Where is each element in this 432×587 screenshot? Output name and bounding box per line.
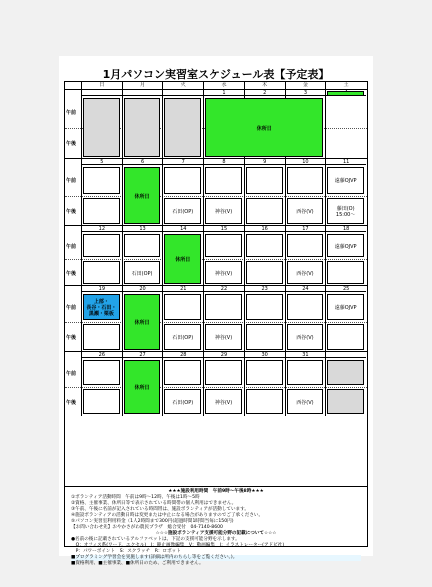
closed-block	[327, 91, 364, 96]
volunteer-entry: 神谷(V)	[214, 399, 233, 406]
weekday-4: 木	[244, 82, 285, 89]
holiday-label: 休所日	[134, 320, 150, 326]
time-slot-am	[246, 167, 283, 194]
calendar-grid	[64, 81, 368, 487]
volunteer-entry: 遠藤OJVP	[334, 305, 357, 311]
time-slot-am	[164, 167, 201, 194]
week-row	[65, 285, 367, 351]
weekday-0: 日	[81, 82, 122, 89]
time-slot-am	[83, 360, 120, 385]
volunteer-entry: 石田(OP)	[131, 270, 153, 277]
closed-block	[83, 98, 120, 157]
time-slot-am	[205, 234, 242, 257]
time-slot-pm	[327, 324, 364, 350]
weekday-3: 水	[203, 82, 244, 89]
time-slot-am	[83, 294, 120, 320]
time-slot-pm	[83, 389, 120, 414]
day-number: 6	[122, 159, 163, 165]
day-number: 27	[122, 352, 163, 358]
day-number: 16	[244, 226, 285, 232]
volunteer-entry: 西谷(V)	[296, 270, 314, 277]
time-slot-pm	[287, 261, 324, 284]
week-row	[65, 89, 367, 158]
header-corner	[65, 82, 81, 89]
time-slot-am	[287, 360, 324, 385]
volunteer-entry: 神谷(V)	[214, 208, 233, 215]
day-number: 11	[325, 159, 366, 165]
holiday-block	[124, 294, 161, 350]
weekday-1: 月	[122, 82, 163, 89]
volunteer-entry: 遠藤OJVP	[334, 178, 357, 185]
time-slot-pm	[124, 261, 161, 284]
row-label-pm: 午後	[66, 208, 77, 215]
time-slot-pm	[83, 261, 120, 284]
note-line: ●名前の後に記載されているアルファベットは、下記の支援可能分野を示します。	[71, 537, 240, 542]
time-slot-am	[287, 167, 324, 194]
note-line: ②資格、主催事業、休所日等で表示されている時間帯の個人利用はできません。	[71, 501, 237, 506]
time-slot-pm	[164, 198, 201, 225]
day-number: 22	[203, 286, 244, 292]
note-line: 【お問い合わせ先】おやかさがわ農民プラザ 総合受付 04-7140-8600	[71, 525, 223, 530]
time-slot-pm	[287, 324, 324, 350]
day-number: 8	[203, 159, 244, 165]
day-number: 13	[122, 226, 163, 232]
volunteer-entry: 上部・ 長谷・石田・ 黒瀬・栗板	[86, 299, 117, 317]
note-line: ①ボランティア活動時間 午前は9時～12時、午後は1時～5時	[71, 495, 200, 500]
day-number: 26	[81, 352, 122, 358]
day-number: 7	[162, 159, 203, 165]
weekday-2: 火	[162, 82, 203, 89]
row-label-am: 午前	[66, 109, 77, 116]
time-slot-pm	[164, 324, 201, 350]
row-label-am: 午前	[66, 370, 77, 377]
week-row	[65, 351, 367, 415]
week-row	[65, 158, 367, 225]
day-number: 2	[244, 90, 285, 96]
time-slot-am	[327, 294, 364, 320]
day-number: 19	[81, 286, 122, 292]
day-number: 5	[81, 159, 122, 165]
time-slot-am	[246, 294, 283, 320]
day-number: 10	[285, 159, 326, 165]
day-number: 17	[285, 226, 326, 232]
volunteer-entry: 神谷(V)	[214, 335, 233, 341]
day-number: 9	[244, 159, 285, 165]
time-slot-pm	[246, 198, 283, 225]
volunteer-entry: 遠藤OJVP	[334, 243, 357, 250]
volunteer-entry: 石田(OP)	[172, 399, 194, 406]
note-line: ⑤パソコン実習室利用料金（1人2時間まで300円(超過時間1時間当毎に150円)	[71, 519, 234, 524]
volunteer-entry: 石田(OP)	[172, 208, 194, 215]
notes-section	[64, 487, 368, 566]
row-label-pm: 午後	[66, 141, 77, 148]
closed-block	[164, 98, 201, 157]
time-slot-pm	[246, 261, 283, 284]
time-slot-am	[327, 167, 364, 194]
holiday-label: 休所日	[134, 193, 150, 200]
time-slot-am	[327, 360, 364, 385]
day-number: 28	[162, 352, 203, 358]
time-slot-pm	[164, 389, 201, 414]
notes-heading-skills: ☆☆☆施設ボランティア支援可能分野の記載について☆☆☆	[155, 531, 277, 536]
volunteer-entry: 石田(OP)	[172, 335, 194, 341]
time-slot-pm	[327, 389, 364, 414]
time-slot-am	[164, 294, 201, 320]
holiday-block	[124, 360, 161, 414]
time-slot-am	[83, 234, 120, 257]
time-slot-am	[83, 167, 120, 194]
time-slot-am	[205, 294, 242, 320]
row-label-pm: 午後	[66, 270, 77, 277]
day-cell	[325, 96, 366, 159]
note-line-programming: ■プログラミング学習会を実施します(詳細は所内のちらし等をご覧ください。)。	[71, 555, 361, 561]
day-number: 30	[244, 352, 285, 358]
day-number: 31	[285, 352, 326, 358]
schedule-sheet	[59, 56, 373, 566]
time-slot-am	[124, 234, 161, 257]
holiday-label: 休所日	[134, 385, 150, 391]
note-line: ③午前、午後に名前が記入されている時間帯は、施設ボランティアが活動しています。	[71, 507, 249, 512]
day-number: 25	[325, 286, 366, 292]
day-number: 29	[203, 352, 244, 358]
row-label-am: 午前	[66, 243, 77, 250]
holiday-label: 休所日	[256, 125, 272, 132]
time-slot-am	[246, 234, 283, 257]
holiday-block	[205, 98, 323, 157]
time-slot-pm	[205, 324, 242, 350]
time-slot-pm	[83, 324, 120, 350]
holiday-block	[124, 167, 161, 224]
volunteer-entry: 西谷(V)	[296, 208, 314, 215]
holiday-block	[164, 234, 201, 284]
row-label-am: 午前	[66, 305, 77, 311]
volunteer-entry: 藤田(O) 15:00～	[335, 205, 356, 218]
note-line: ④施設ボランティアの活動日時は変更または中止になる場合がありますのでご了承ください。	[71, 513, 264, 518]
volunteer-entry: 西谷(V)	[296, 335, 314, 341]
day-number: 3	[285, 90, 326, 96]
weekday-6: 土	[325, 82, 366, 89]
time-slot-pm	[327, 261, 364, 284]
time-slot-am	[287, 234, 324, 257]
row-label-pm: 午後	[66, 335, 77, 341]
time-slot-pm	[205, 261, 242, 284]
day-number: 18	[325, 226, 366, 232]
day-number: 23	[244, 286, 285, 292]
volunteer-entry: 西谷(V)	[296, 399, 314, 406]
time-slot-am	[287, 294, 324, 320]
time-slot-pm	[327, 198, 364, 225]
page-title: 1月パソコン実習室スケジュール表【予定表】	[102, 68, 330, 81]
time-slot-am	[205, 360, 242, 385]
day-number: 1	[203, 90, 244, 96]
day-number: 20	[122, 286, 163, 292]
time-slot-pm	[205, 389, 242, 414]
time-slot-am	[246, 360, 283, 385]
time-slot-pm	[287, 198, 324, 225]
time-slot-pm	[246, 389, 283, 414]
note-line-legend: ■資格利用、■主催事業、■休所日のため、ご利用できません。	[71, 561, 204, 566]
time-slot-am	[164, 360, 201, 385]
day-number: 24	[285, 286, 326, 292]
time-slot-pm	[246, 324, 283, 350]
note-line: P：パワーポイント S：スクラッチ R：ロボット	[71, 549, 181, 554]
closed-block	[124, 98, 161, 157]
day-number: 14	[162, 226, 203, 232]
week-row	[65, 225, 367, 285]
holiday-label: 休所日	[175, 257, 191, 263]
time-slot-am	[205, 167, 242, 194]
row-label-am: 午前	[66, 178, 77, 185]
weekday-5: 金	[285, 82, 326, 89]
time-slot-pm	[205, 198, 242, 225]
notes-heading-hours: ★★★施設利用時間 午前9時～午後8時★★★	[168, 489, 264, 494]
row-label-pm: 午後	[66, 399, 77, 406]
time-slot-am	[327, 234, 364, 257]
volunteer-entry: 神谷(V)	[214, 270, 233, 277]
day-number: 21	[162, 286, 203, 292]
day-number: 15	[203, 226, 244, 232]
time-slot-pm	[83, 198, 120, 225]
note-line: O：オフィス系(ワード、エクセル) J：静止画像編集 V：動画編集 I：イラストレーター(アドビ社)	[71, 543, 285, 548]
time-slot-pm	[287, 389, 324, 414]
day-number: 12	[81, 226, 122, 232]
